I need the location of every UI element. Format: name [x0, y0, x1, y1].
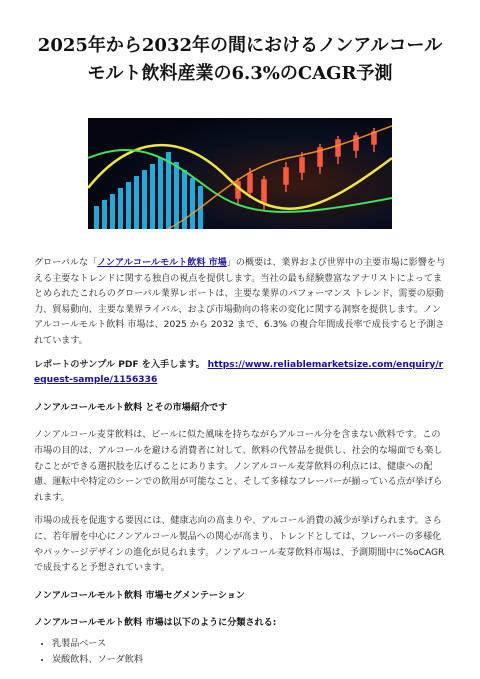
section-heading-intro: ノンアルコールモルト飲料 とその市場紹介です [34, 402, 228, 413]
section-heading-segmentation: ノンアルコールモルト飲料 市場セグメンテーション [34, 590, 245, 601]
title-line-2: モルト飲料産業の6.3%のCAGR予測 [87, 63, 393, 84]
section1-paragraph-2: 市場の成長を促進する要因には、健康志向の高まりや、アルコール消費の減少が挙げられます。さらに、若年層を中心にノンアルコール製品への関心が高まり、トレンドとしては、フレーバーの多様化やパッケージデザインの進化が見られます。ノンアルコール麦芽飲料市場は、予測期間中に%oCAGRで成長すると予想されています。 [34, 516, 445, 574]
article-body [34, 256, 446, 668]
intro-suffix: 」の概要は、業界および世界中の主要市場に影響を与える主要なトレンドに関する独自の視点を提供します。当社の最も経験豊富なアナリストによってまとめられたこれらのグローバル業界レポートは、主要な業界のパフォーマンス トレンド、需要の原動力、貿易動向、主要な業界ライバル、および市場動向の将来の変化に関する洞察を提供します。ノンアルコールモルト飲料 市場は、2025 から 2032 まで、6.3% の複合年間成長率で成長すると予測されています。 [34, 258, 446, 346]
sample-link[interactable]: https://www.reliablemarketsize.com/enquiry/request-sample/1156336 [34, 359, 444, 386]
segment-list [34, 636, 446, 668]
hero-image [88, 118, 392, 229]
sample-label: レポートのサンプル PDF を入手します。 [34, 359, 205, 370]
segmentation-subheading: ノンアルコールモルト飲料 市場は以下のように分類される: [34, 618, 277, 629]
intro-paragraph [34, 256, 446, 350]
page-title [20, 32, 460, 88]
list-item: • 乳製品ベース [52, 636, 446, 652]
intro-prefix: グローバルな「 [34, 258, 98, 268]
list-item: • 炭酸飲料、ソーダ飲料 [52, 652, 446, 668]
title-line-1: 2025年から2032年の間におけるノンアルコール [37, 35, 443, 56]
sample-request [34, 358, 446, 389]
stock-chart-illustration [88, 118, 392, 229]
section1-paragraph-1: ノンアルコール麦芽飲料は、ビールに似た風味を持ちながらアルコール分を含まない飲料です。この市場の目的は、アルコールを避ける消費者に対して、飲料の代替品を提供し、社会的な場面でも楽しむことができる選択肢を広げることにあります。ノンアルコール麦芽飲料の利点には、健康への配慮、運転中や特定のシーンでの飲用が可能なこと、そして多様なフレーバーが揃っている点が挙げられます。 [34, 430, 443, 503]
market-link[interactable]: ノンアルコールモルト飲料 市場 [97, 258, 227, 268]
